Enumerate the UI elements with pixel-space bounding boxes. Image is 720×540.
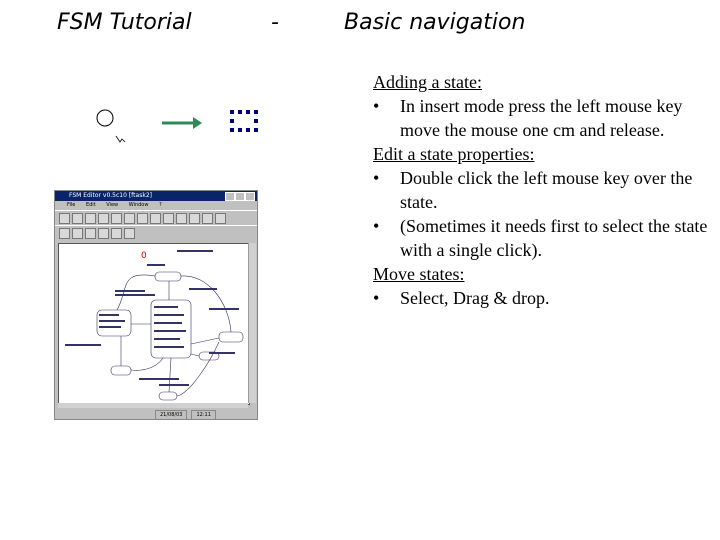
maximize-icon[interactable]	[235, 192, 245, 201]
text-line-decoration	[115, 290, 145, 292]
selected-state-icon	[230, 110, 258, 132]
add-state-illustration	[90, 100, 270, 150]
text-line-decoration	[154, 330, 186, 332]
transition-line	[181, 276, 231, 332]
bullet-item: • Double click the left mouse key over the state.	[373, 166, 713, 214]
text-line-decoration	[139, 378, 179, 380]
state-node	[111, 366, 131, 375]
fsm-editor-window	[54, 190, 258, 420]
text-line-decoration	[154, 322, 182, 324]
slide-body	[373, 70, 713, 310]
state-node	[97, 310, 131, 336]
text-line-decoration	[99, 326, 121, 328]
window-title: FSM Editor v0.5c10 [ftask2]	[69, 192, 152, 199]
state-tool-icon[interactable]	[72, 228, 83, 239]
text-tool-icon[interactable]	[98, 228, 109, 239]
text-line-decoration	[209, 308, 239, 310]
state-diagram	[59, 244, 249, 404]
transition-line	[191, 354, 199, 356]
paste-icon[interactable]	[124, 213, 135, 224]
text-line-decoration	[99, 314, 119, 316]
bullet-list	[373, 286, 713, 310]
save-file-icon[interactable]	[85, 213, 96, 224]
toolbar-row-1	[55, 210, 257, 225]
text-line-decoration	[177, 250, 213, 252]
transition-line	[117, 275, 155, 310]
window-titlebar	[55, 191, 257, 201]
vertical-scrollbar[interactable]	[248, 243, 256, 403]
text-line-decoration	[115, 294, 155, 296]
new-file-icon[interactable]	[59, 213, 70, 224]
zoom-out-icon[interactable]	[189, 213, 200, 224]
transition-line	[177, 342, 219, 396]
copy-icon[interactable]	[111, 213, 122, 224]
text-line-decoration	[209, 352, 235, 354]
initial-state-marker: 0	[141, 251, 147, 261]
align-icon[interactable]	[111, 228, 122, 239]
status-bar	[57, 410, 255, 418]
dropdown-icon[interactable]	[124, 228, 135, 239]
zoom-in-icon[interactable]	[176, 213, 187, 224]
redo-icon[interactable]	[163, 213, 174, 224]
text-line-decoration	[147, 264, 165, 266]
menu-file[interactable]: File	[67, 202, 76, 208]
text-line-decoration	[154, 306, 178, 308]
transition-tool-icon[interactable]	[85, 228, 96, 239]
minimize-icon[interactable]	[225, 192, 235, 201]
menu-edit[interactable]: Edit	[85, 202, 96, 208]
text-line-decoration	[154, 346, 184, 348]
slide-title-left: FSM Tutorial	[57, 10, 192, 35]
bullet-item: • (Sometimes it needs first to select the state with a single click).	[373, 214, 713, 262]
status-time: 12:11	[191, 410, 215, 420]
open-file-icon[interactable]	[72, 213, 83, 224]
text-line-decoration	[99, 320, 125, 322]
delete-icon[interactable]	[137, 213, 148, 224]
state-node	[219, 332, 243, 342]
title-separator: -	[271, 10, 279, 35]
cut-icon[interactable]	[98, 213, 109, 224]
state-node	[159, 392, 177, 400]
section-heading: Adding a state:	[373, 72, 482, 92]
horizontal-scrollbar[interactable]	[58, 403, 248, 408]
bullet-item: • Select, Drag & drop.	[373, 286, 713, 310]
transition-line	[131, 358, 163, 370]
text-line-decoration	[189, 288, 217, 290]
text-line-decoration	[154, 338, 180, 340]
text-line-decoration	[65, 344, 101, 346]
select-tool-icon[interactable]	[59, 228, 70, 239]
toolbar-row-2	[55, 225, 257, 240]
slide-title-right: Basic navigation	[344, 10, 526, 35]
bullet-list	[373, 94, 713, 142]
bullet-list	[373, 166, 713, 262]
section-heading: Move states:	[373, 264, 465, 284]
diagram-canvas[interactable]	[58, 243, 250, 405]
text-line-decoration	[154, 314, 184, 316]
print-icon[interactable]	[215, 213, 226, 224]
arrow-icon	[162, 117, 202, 129]
bullet-item: • In insert mode press the left mouse key move the mouse one cm and release.	[373, 94, 713, 142]
menu-bar	[55, 201, 257, 210]
text-line-decoration	[159, 384, 189, 386]
menu-view[interactable]: View	[106, 202, 119, 208]
transition-line	[191, 338, 219, 344]
state-node	[151, 300, 191, 358]
status-date: 21/08/03	[155, 410, 187, 420]
menu-window[interactable]: Window	[128, 202, 149, 208]
section-heading: Edit a state properties:	[373, 144, 535, 164]
transition-line	[169, 358, 171, 392]
menu-help[interactable]: ?	[159, 202, 162, 208]
grid-icon[interactable]	[202, 213, 213, 224]
state-node	[155, 272, 181, 281]
close-icon[interactable]	[245, 192, 255, 201]
cursor-circle-icon	[97, 110, 125, 142]
undo-icon[interactable]	[150, 213, 161, 224]
